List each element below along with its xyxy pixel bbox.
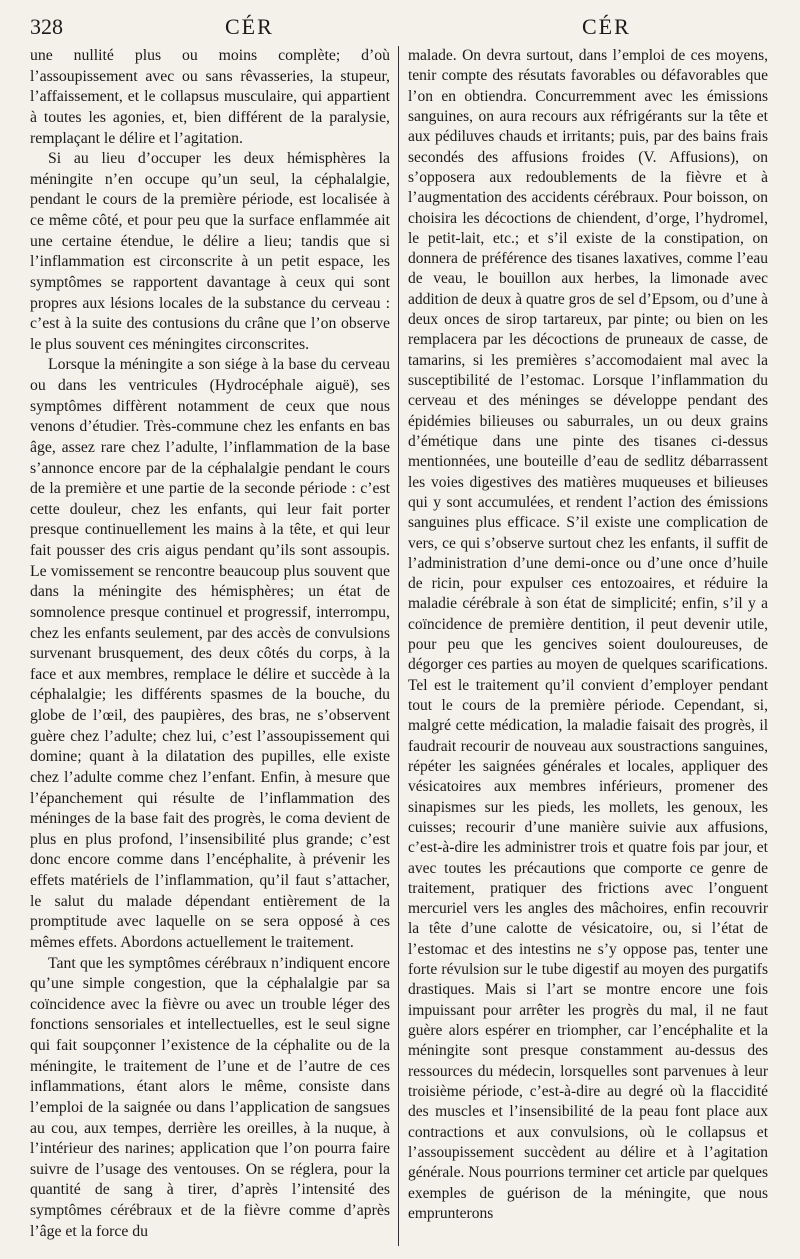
paragraph: une nullité plus ou moins complète; d’où l’assoupissement avec ou sans rêvasseries, la stupeur, l’affaissement, et le collapsus musculaire, qui appartient à toutes les agonies, et, bien différent de la paralysie, remplaçant le délire et l’agitation. xyxy=(30,47,390,147)
right-column xyxy=(408,46,768,1224)
paragraph: Lorsque la méningite a son siége à la base du cerveau ou dans les ventricules (Hydrocéphale aiguë), ses symptômes diffèrent notamment de ceux que nous venons d’étudier. Très-commune chez les enfants en bas âge, assez rare chez l’adulte, l’inflammation de la base s’annonce encore par de la céphalalgie pendant le cours de la première et une partie de la seconde période : c’est cette douleur, chez les enfants, qui leur fait porter presque continuellement les mains à la tête, et qui leur fait pousser des cris aigus pendant qu’ils sont assoupis. Le vomissement se rencontre beaucoup plus souvent que dans la méningite des hémisphères; un état de somnolence presque continuel et progressif, interrompu, chez les enfants seulement, par des accès de convulsions survenant brusquement, des deux côtés du corps, à la face et aux membres, remplace le délire et succède à la céphalalgie; les différents spasmes de la bouche, du globe de l’œil, des paupières, des bras, ne s’observent guère chez l’adulte; chez lui, c’est l’assoupissement qui domine; quant à la dilatation des pupilles, elle existe chez l’adulte comme chez l’enfant. Enfin, à mesure que l’épanchement qui résulte de l’inflammation des méninges de la base fait des progrès, le coma devient de plus en plus profond, l’insensibilité plus grande; c’est donc encore comme dans l’encéphalite, à prévenir les effets matériels de l’inflammation, qu’il faut s’attacher, le salut du malade dépendant entièrement de la promptitude avec laquelle on se sera opposé à ces mêmes effets. Abordons actuellement le traitement. xyxy=(30,356,390,951)
running-head-right: CÉR xyxy=(582,14,631,39)
left-column xyxy=(30,46,390,1242)
paragraph: malade. On devra surtout, dans l’emploi de ces moyens, tenir compte des résutats favorables ou défavorables que l’on en obtiendra. Concurremment avec les émissions sanguines, on aura recours aux réfrigérants sur la tête et aux pédiluves chauds et irritants; puis, par des bains frais secondés des affusions froides (V. Affusions), on s’opposera aux redoublements de la fièvre et à l’augmentation des accidents cérébraux. Pour boisson, on choisira les décoctions de chiendent, d’orge, l’hydromel, le petit-lait, etc.; et s’il existe de la constipation, on donnera de préférence des tisanes laxatives, comme l’eau de veau, le bouillon aux herbes, la limonade avec addition de deux à quatre gros de sel d’Epsom, ou d’une à deux onces de sirop tartareux, par pinte; ou bien on les remplacera par les décoctions de pruneaux de casse, de tamarins, si les premières s’accomodaient mal avec la susceptibilité de l’estomac. Lorsque l’inflammation du cerveau et des méninges se développe pendant des épidémies bilieuses ou saburrales, un ou deux grains d’émétique dans une pinte des tisanes ci-dessus mentionnées, une bouteille d’eau de sedlitz débarrassent les voies digestives des matières muqueuses et bilieuses qui y sont accumulées, et rendent l’action des émissions sanguines plus efficace. S’il existe une complication de vers, ce qui s’observe surtout chez les enfants, il suffit de l’administration d’une demi-once ou d’une once d’huile de ricin, pour expulser ces entozoaires, et réduire la maladie cérébrale à son état de simplicité; enfin, s’il y a coïncidence de première dentition, il peut devenir utile, pour peu que les gencives soient douloureuses, de dégorger ces parties au moyen de quelques scarifications. Tel est le traitement qu’il convient d’employer pendant tout le cours de la première période. Cependant, si, malgré cette médication, la maladie faisait des progrès, il faudrait recourir de nouveau aux soustractions sanguines, répéter les saignées générales et locales, appliquer des vésicatoires aux membres inférieurs, promener des sinapismes sur les pieds, les mollets, les genoux, les cuisses; recourir d’une manière suivie aux affusions, c’est-à-dire les administrer trois et quatre fois par jour, et avec toutes les précautions que comporte ce genre de traitement, pratiquer des frictions avec l’onguent mercuriel vers les angles des mâchoires, enfin recouvrir la tête d’une calotte de vésicatoire, ou, si l’état de l’estomac et des intestins ne s’y oppose pas, tenter une forte révulsion sur le tube digestif au moyen des purgatifs drastiques. Mais si l’art se montre encore une fois impuissant pour arrêter les progrès du mal, il ne faut guère alors espérer en triompher, car l’encéphalite et la méningite sont presque constamment au-dessus des ressources du médecin, lorsquelles sont parvenues à leur troisième période, c’est-à-dire au degré où la flaccidité des muscles et l’insensibilité de la peau font place aux contractions et aux convulsions, où le collapsus et l’assoupissement succèdent au délire et à l’agitation générale. Nous pourrions terminer cet article par quelques exemples de guérison de la méningite, que nous emprunterons xyxy=(408,47,768,1222)
page-header xyxy=(0,10,800,42)
paragraph: Si au lieu d’occuper les deux hémisphères la méningite n’en occupe qu’un seul, la céphalalgie, pendant le cours de la première période, est localisée à ce même côté, et pour peu que la surface enflammée ait une certaine étendue, le délire a lieu; tandis que si l’inflammation est circonscrite à un petit espace, les symptômes se rapportent davantage à ceux qui sont propres aux lésions locales de la substance du cerveau : c’est à la suite des contusions du crâne que l’on observe le plus souvent ces méningites circonscrites. xyxy=(30,150,390,353)
paragraph: Tant que les symptômes cérébraux n’indiquent encore qu’une simple congestion, que la céphalalgie par sa coïncidence avec la fièvre ou avec un trouble léger des fonctions sensoriales et intellectuelles, est le seul signe qui fait soupçonner l’existence de la céphalite ou de la méningite, le traitement de l’une et de l’autre de ces inflammations, étant alors le même, consiste dans l’emploi de la saignée ou dans l’application de sangsues au cou, aux tempes, derrière les oreilles, à la nuque, à l’intérieur des narines; application que l’on pourra faire suivre de l’usage des ventouses. On se réglera, pour la quantité de sang à tirer, d’après l’intensité des symptômes cérébraux et de la fièvre comme d’après l’âge et la force du xyxy=(30,954,390,1240)
running-head-left: CÉR xyxy=(225,14,274,39)
column-divider xyxy=(398,46,399,1246)
page-number: 328 xyxy=(30,14,63,39)
